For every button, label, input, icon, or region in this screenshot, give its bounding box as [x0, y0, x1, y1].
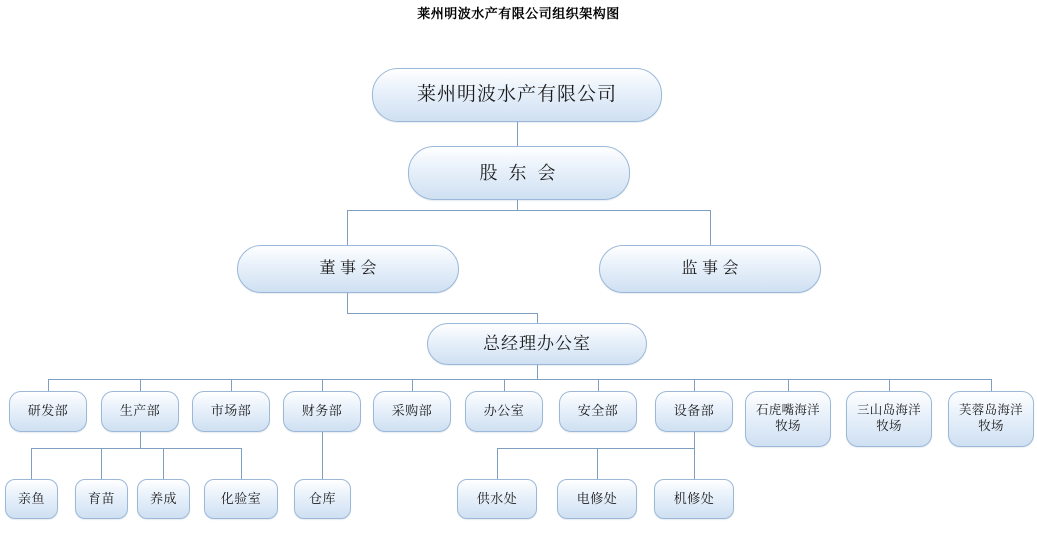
node-shareholders[interactable]: 股 东 会	[408, 146, 630, 200]
connector-dept-riser-6	[504, 379, 505, 391]
connector-bus-top	[347, 210, 710, 211]
connector-dept-riser-3	[231, 379, 232, 391]
connector-production-bus	[31, 448, 241, 449]
node-sub-growout[interactable]: 养成	[137, 479, 190, 519]
node-sub-electrical-repair[interactable]: 电修处	[557, 479, 637, 519]
node-sub-nursery[interactable]: 育苗	[75, 479, 128, 519]
connector-finance-warehouse	[322, 432, 323, 479]
connector-dept-riser-5	[412, 379, 413, 391]
connector-farm-riser-2	[889, 379, 890, 391]
node-dept-safety[interactable]: 安全部	[559, 391, 637, 432]
node-farm-furongdao[interactable]: 芙蓉岛海洋牧场	[948, 391, 1034, 447]
connector-company-shareholders	[517, 122, 518, 146]
connector-farm-riser-1	[788, 379, 789, 391]
connector-board-to-gm	[347, 313, 537, 314]
connector-gm-down	[537, 365, 538, 379]
node-sub-water-supply[interactable]: 供水处	[457, 479, 537, 519]
connector-gm-up	[537, 313, 538, 323]
connector-equipment-bus	[497, 448, 694, 449]
connector-equipment-sub-3	[694, 448, 695, 479]
node-dept-finance[interactable]: 财务部	[283, 391, 361, 432]
connector-shareholders-down	[517, 200, 518, 210]
connector-production-sub-4	[241, 448, 242, 479]
connector-bus-left	[347, 210, 348, 245]
connector-dept-riser-4	[322, 379, 323, 391]
node-dept-office[interactable]: 办公室	[465, 391, 543, 432]
connector-equipment-sub-2	[597, 448, 598, 479]
connector-production-sub-1	[31, 448, 32, 479]
connector-board-down	[347, 293, 348, 313]
node-dept-equipment[interactable]: 设备部	[655, 391, 733, 432]
connector-dept-riser-8	[694, 379, 695, 391]
page-title: 莱州明波水产有限公司组织架构图	[417, 6, 620, 21]
connector-dept-riser-2	[140, 379, 141, 391]
node-sub-broodstock[interactable]: 亲鱼	[5, 479, 58, 519]
node-sub-lab[interactable]: 化验室	[204, 479, 278, 519]
node-sub-warehouse[interactable]: 仓库	[294, 479, 351, 519]
connector-production-sub-3	[163, 448, 164, 479]
connector-dept-bus	[48, 379, 991, 380]
node-sub-mechanical-repair[interactable]: 机修处	[654, 479, 734, 519]
node-farm-shihuzui[interactable]: 石虎嘴海洋牧场	[745, 391, 831, 447]
connector-dept-riser-1	[48, 379, 49, 391]
node-dept-market[interactable]: 市场部	[192, 391, 270, 432]
connector-equipment-sub-1	[497, 448, 498, 479]
node-dept-purchasing[interactable]: 采购部	[373, 391, 451, 432]
node-dept-rd[interactable]: 研发部	[9, 391, 87, 432]
connector-production-down	[140, 432, 141, 448]
connector-dept-riser-7	[598, 379, 599, 391]
connector-farm-riser-3	[991, 379, 992, 391]
node-board-of-supervisors[interactable]: 监 事 会	[599, 245, 821, 293]
connector-production-sub-2	[101, 448, 102, 479]
connector-bus-right	[710, 210, 711, 245]
node-farm-sanshandao[interactable]: 三山岛海洋牧场	[846, 391, 932, 447]
connector-equipment-down	[694, 432, 695, 448]
node-board-of-directors[interactable]: 董 事 会	[237, 245, 459, 293]
node-company[interactable]: 莱州明波水产有限公司	[372, 68, 662, 122]
node-gm-office[interactable]: 总经理办公室	[427, 323, 647, 365]
node-dept-production[interactable]: 生产部	[101, 391, 179, 432]
